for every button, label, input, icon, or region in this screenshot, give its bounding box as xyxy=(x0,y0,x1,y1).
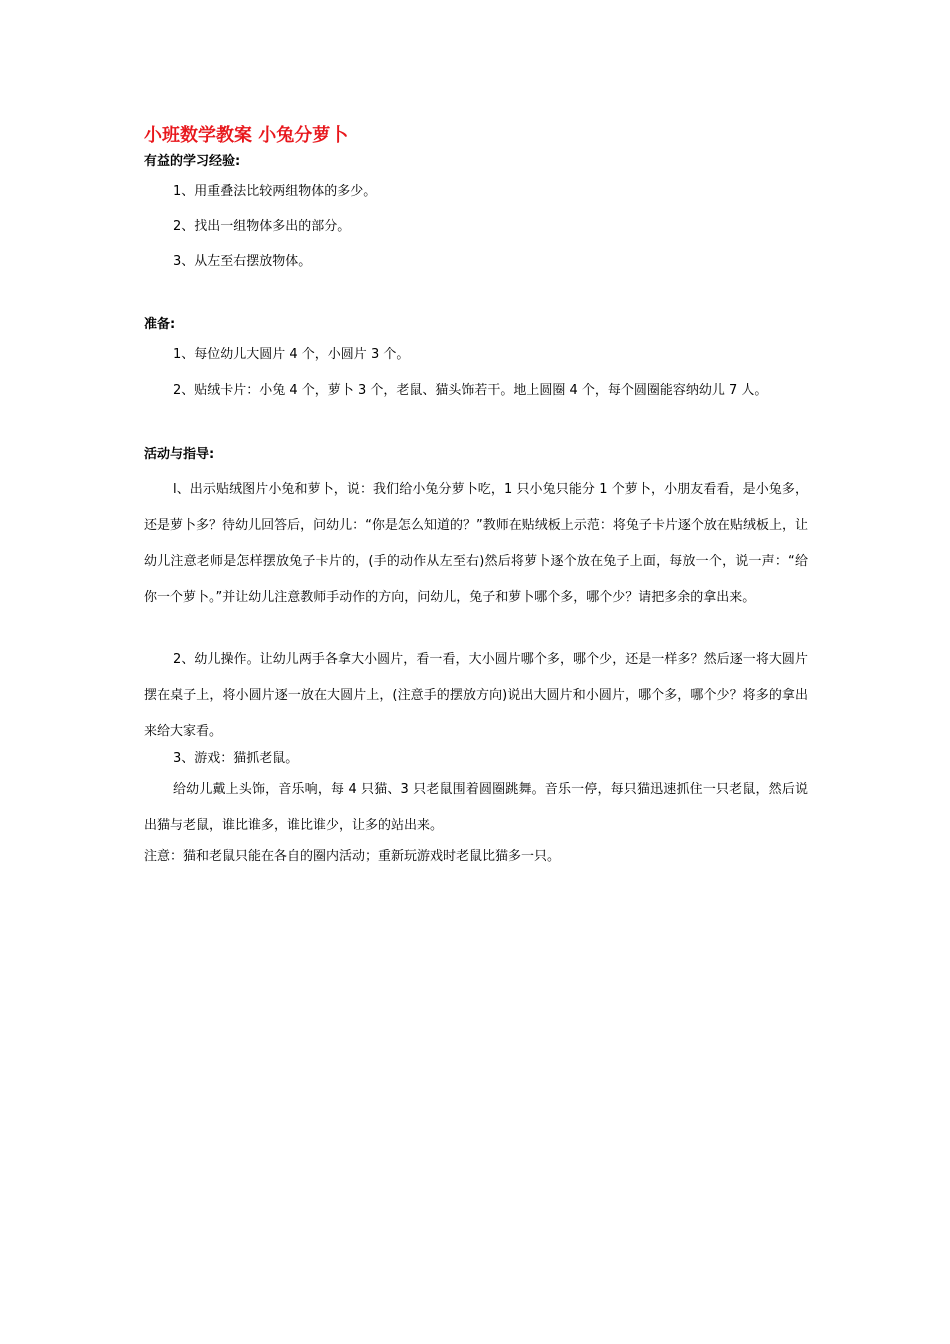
section-heading-preparation: 准备: xyxy=(144,317,176,332)
activity-note: 注意：猫和老鼠只能在各自的圈内活动；重新玩游戏时老鼠比猫多一只。 xyxy=(144,849,561,864)
preparation-item-1: 1、每位幼儿大圆片 4 个，小圆片 3 个。 xyxy=(173,347,410,362)
document-title: 小班数学教案 小兔分萝卜 xyxy=(144,125,349,146)
experience-item-3: 3、从左至右摆放物体。 xyxy=(173,254,312,269)
activity-step-3-body: 给幼儿戴上头饰，音乐响，每 4 只猫、3 只老鼠围着圆圈跳舞。音乐一停，每只猫迅速抓住一只老鼠，然后说出猫与老鼠，谁比谁多，谁比谁少，让多的站出来。 xyxy=(144,782,808,833)
experience-item-1: 1、用重叠法比较两组物体的多少。 xyxy=(173,184,377,199)
section-heading-activity: 活动与指导: xyxy=(144,447,215,462)
activity-step-2: 2、幼儿操作。让幼儿两手各拿大小圆片，看一看，大小圆片哪个多，哪个少，还是一样多？然后逐一将大圆片摆在桌子上，将小圆片逐一放在大圆片上，(注意手的摆放方向)说出大圆片和小圆片，哪个多，哪个少？将多的拿出来给大家看。 xyxy=(144,652,808,739)
experience-item-2: 2、找出一组物体多出的部分。 xyxy=(173,219,351,234)
section-heading-experience: 有益的学习经验: xyxy=(144,154,241,169)
activity-step-1: l、出示贴绒图片小兔和萝卜，说：我们给小兔分萝卜吃，1 只小兔只能分 1 个萝卜，小朋友看看，是小兔多，还是萝卜多？待幼儿回答后，问幼儿：“你是怎么知道的？”教师在贴绒板上示范：将兔子卡片逐个放在贴绒板上，让幼儿注意老师是怎样摆放兔子卡片的，(手的动作从左至右)然后将萝卜逐个放在兔子上面，每放一个，说一声：“给你一个萝卜。”并让幼儿注意教师手动作的方向，问幼儿，兔子和萝卜哪个多，哪个少？请把多余的拿出来。 xyxy=(144,482,808,605)
preparation-item-2: 2、贴绒卡片：小兔 4 个，萝卜 3 个，老鼠、猫头饰若干。地上圆圈 4 个，每个圆圈能容纳幼儿 7 人。 xyxy=(173,383,768,398)
activity-step-3-title: 3、游戏：猫抓老鼠。 xyxy=(173,751,299,766)
